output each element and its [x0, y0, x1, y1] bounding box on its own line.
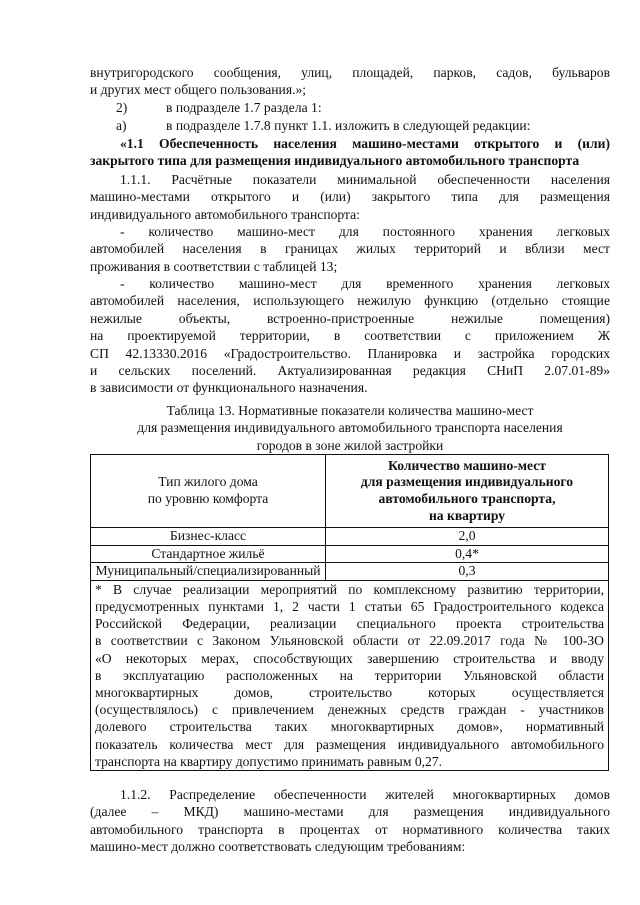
note-line: (осуществлялось) с привлечением денежных средств граждан - участников	[95, 702, 604, 718]
note-line: в эксплуатацию расположенных на территории Ульяновской области	[95, 667, 604, 683]
table-row	[91, 563, 609, 581]
row-value: 2,0	[326, 528, 609, 546]
text-line: внутригородского сообщения, улиц, площадей, парков, садов, бульваров	[90, 65, 610, 80]
header-line: Количество машино-мест	[388, 457, 546, 473]
header-line: Тип жилого дома	[158, 474, 258, 490]
text-line: автомобильного транспорта в процентах от нормативного количества таких	[90, 821, 610, 837]
note-line: долевого строительства таких многоквартирных домов», нормативный	[95, 719, 604, 735]
row-type: Бизнес-класс	[91, 528, 326, 546]
parking-norms-table	[90, 454, 609, 771]
list-text: в подразделе 1.7.8 пункт 1.1. изложить в следующей редакции:	[166, 118, 531, 133]
header-line: на квартиру	[428, 507, 506, 523]
text-line: проживания в соответствии с таблицей 13;	[90, 258, 338, 274]
table-header-row	[91, 455, 609, 528]
text-line: автомобилей населения в границах жилых территорий и вблизи мест	[90, 241, 610, 257]
text-line: 1.1.1. Расчётные показатели минимальной обеспеченности населения	[120, 172, 610, 187]
caption-line: городов в зоне жилой застройки	[256, 437, 444, 453]
caption-line: Таблица 13. Нормативные показатели количества машино-мест	[166, 403, 534, 418]
row-type: Муниципальный/специализированный	[91, 563, 326, 581]
table-caption	[90, 402, 610, 454]
paragraph-1-1-2	[90, 786, 610, 856]
text-line: машино-мест должно соответствовать следующим требованиям:	[90, 839, 466, 855]
note-line: транспорта на квартиру допустимо принимать равным 0,27.	[95, 753, 443, 769]
text-line: в зависимости от функционального назначения.	[90, 380, 368, 396]
list-item-2	[116, 99, 322, 116]
list-number: 2)	[116, 100, 128, 115]
text-line: на проектируемой территории, в соответствии с приложением Ж	[90, 328, 610, 344]
text-line: СП 42.13330.2016 «Градостроительство. Планировка и застройка городских	[90, 345, 610, 361]
header-line: по уровню комфорта	[147, 491, 269, 506]
text-line: машино-местами открытого и (или) закрытого типа для размещения	[90, 189, 610, 205]
text-line: - количество машино-мест для постоянного хранения легковых	[120, 224, 610, 239]
row-value: 0,3	[326, 563, 609, 581]
note-line: * В случае реализации мероприятий по комплексному развитию территории,	[95, 581, 604, 597]
note-line: предусмотренных пунктами 1, 2 части 1 статьи 65 Градостроительного кодекса	[95, 598, 604, 614]
note-line: Российской Федерации, реализации специального проекта строительства	[95, 616, 604, 632]
list-item-a	[116, 117, 530, 134]
paragraph-1-1-1	[90, 171, 610, 223]
table-row	[91, 528, 609, 546]
text-line: индивидуального автомобильного транспорта:	[90, 206, 360, 222]
text-line: автомобилей населения, использующего нежилую функцию (отдельно стоящие	[90, 293, 610, 309]
header-line: автомобильного транспорта,	[378, 491, 556, 506]
text-line: и сельских поселений. Актуализированная редакция СНиП 2.07.01-89»	[90, 363, 610, 379]
intro-paragraph	[90, 64, 610, 99]
header-line: для размещения индивидуального	[360, 474, 574, 490]
text-line: - количество машино-мест для временного хранения легковых	[120, 276, 610, 291]
heading-line: «1.1 Обеспеченность населения машино-местами открытого и (или)	[120, 136, 610, 151]
text-line: и других мест общего пользования.»;	[90, 82, 307, 98]
text-line: (далее – МКД) машино-местами для размещения индивидуального	[90, 804, 610, 820]
note-line: многоквартирных домов, строительство которых осуществляется	[95, 685, 604, 700]
table-note-row	[91, 580, 609, 770]
section-heading	[90, 135, 610, 170]
bullet-permanent-storage	[90, 223, 610, 275]
row-value: 0,4*	[326, 545, 609, 563]
list-number: а)	[116, 118, 127, 133]
note-line: показатель количества мест для размещения индивидуального автомобильного	[95, 736, 604, 752]
table-footnote	[91, 580, 609, 770]
header-parking-count	[326, 455, 609, 528]
list-text: в подразделе 1.7 раздела 1:	[166, 100, 322, 115]
row-type: Стандартное жильё	[91, 545, 326, 563]
heading-line: закрытого типа для размещения индивидуального автомобильного транспорта	[90, 153, 580, 169]
bullet-temporary-storage	[90, 275, 610, 397]
caption-line: для размещения индивидуального автомобильного транспорта населения	[137, 420, 563, 436]
table-row	[91, 545, 609, 563]
text-line: нежилые объекты, встроенно-пристроенные нежилые помещения)	[90, 310, 610, 326]
text-line: 1.1.2. Распределение обеспеченности жителей многоквартирных домов	[120, 787, 610, 802]
header-housing-type	[91, 455, 326, 528]
note-line: в соответствии с Законом Ульяновской области от 22.09.2017 года № 100-ЗО	[95, 633, 604, 649]
note-line: «О некоторых мерах, способствующих завершению строительства и вводу	[95, 650, 604, 666]
